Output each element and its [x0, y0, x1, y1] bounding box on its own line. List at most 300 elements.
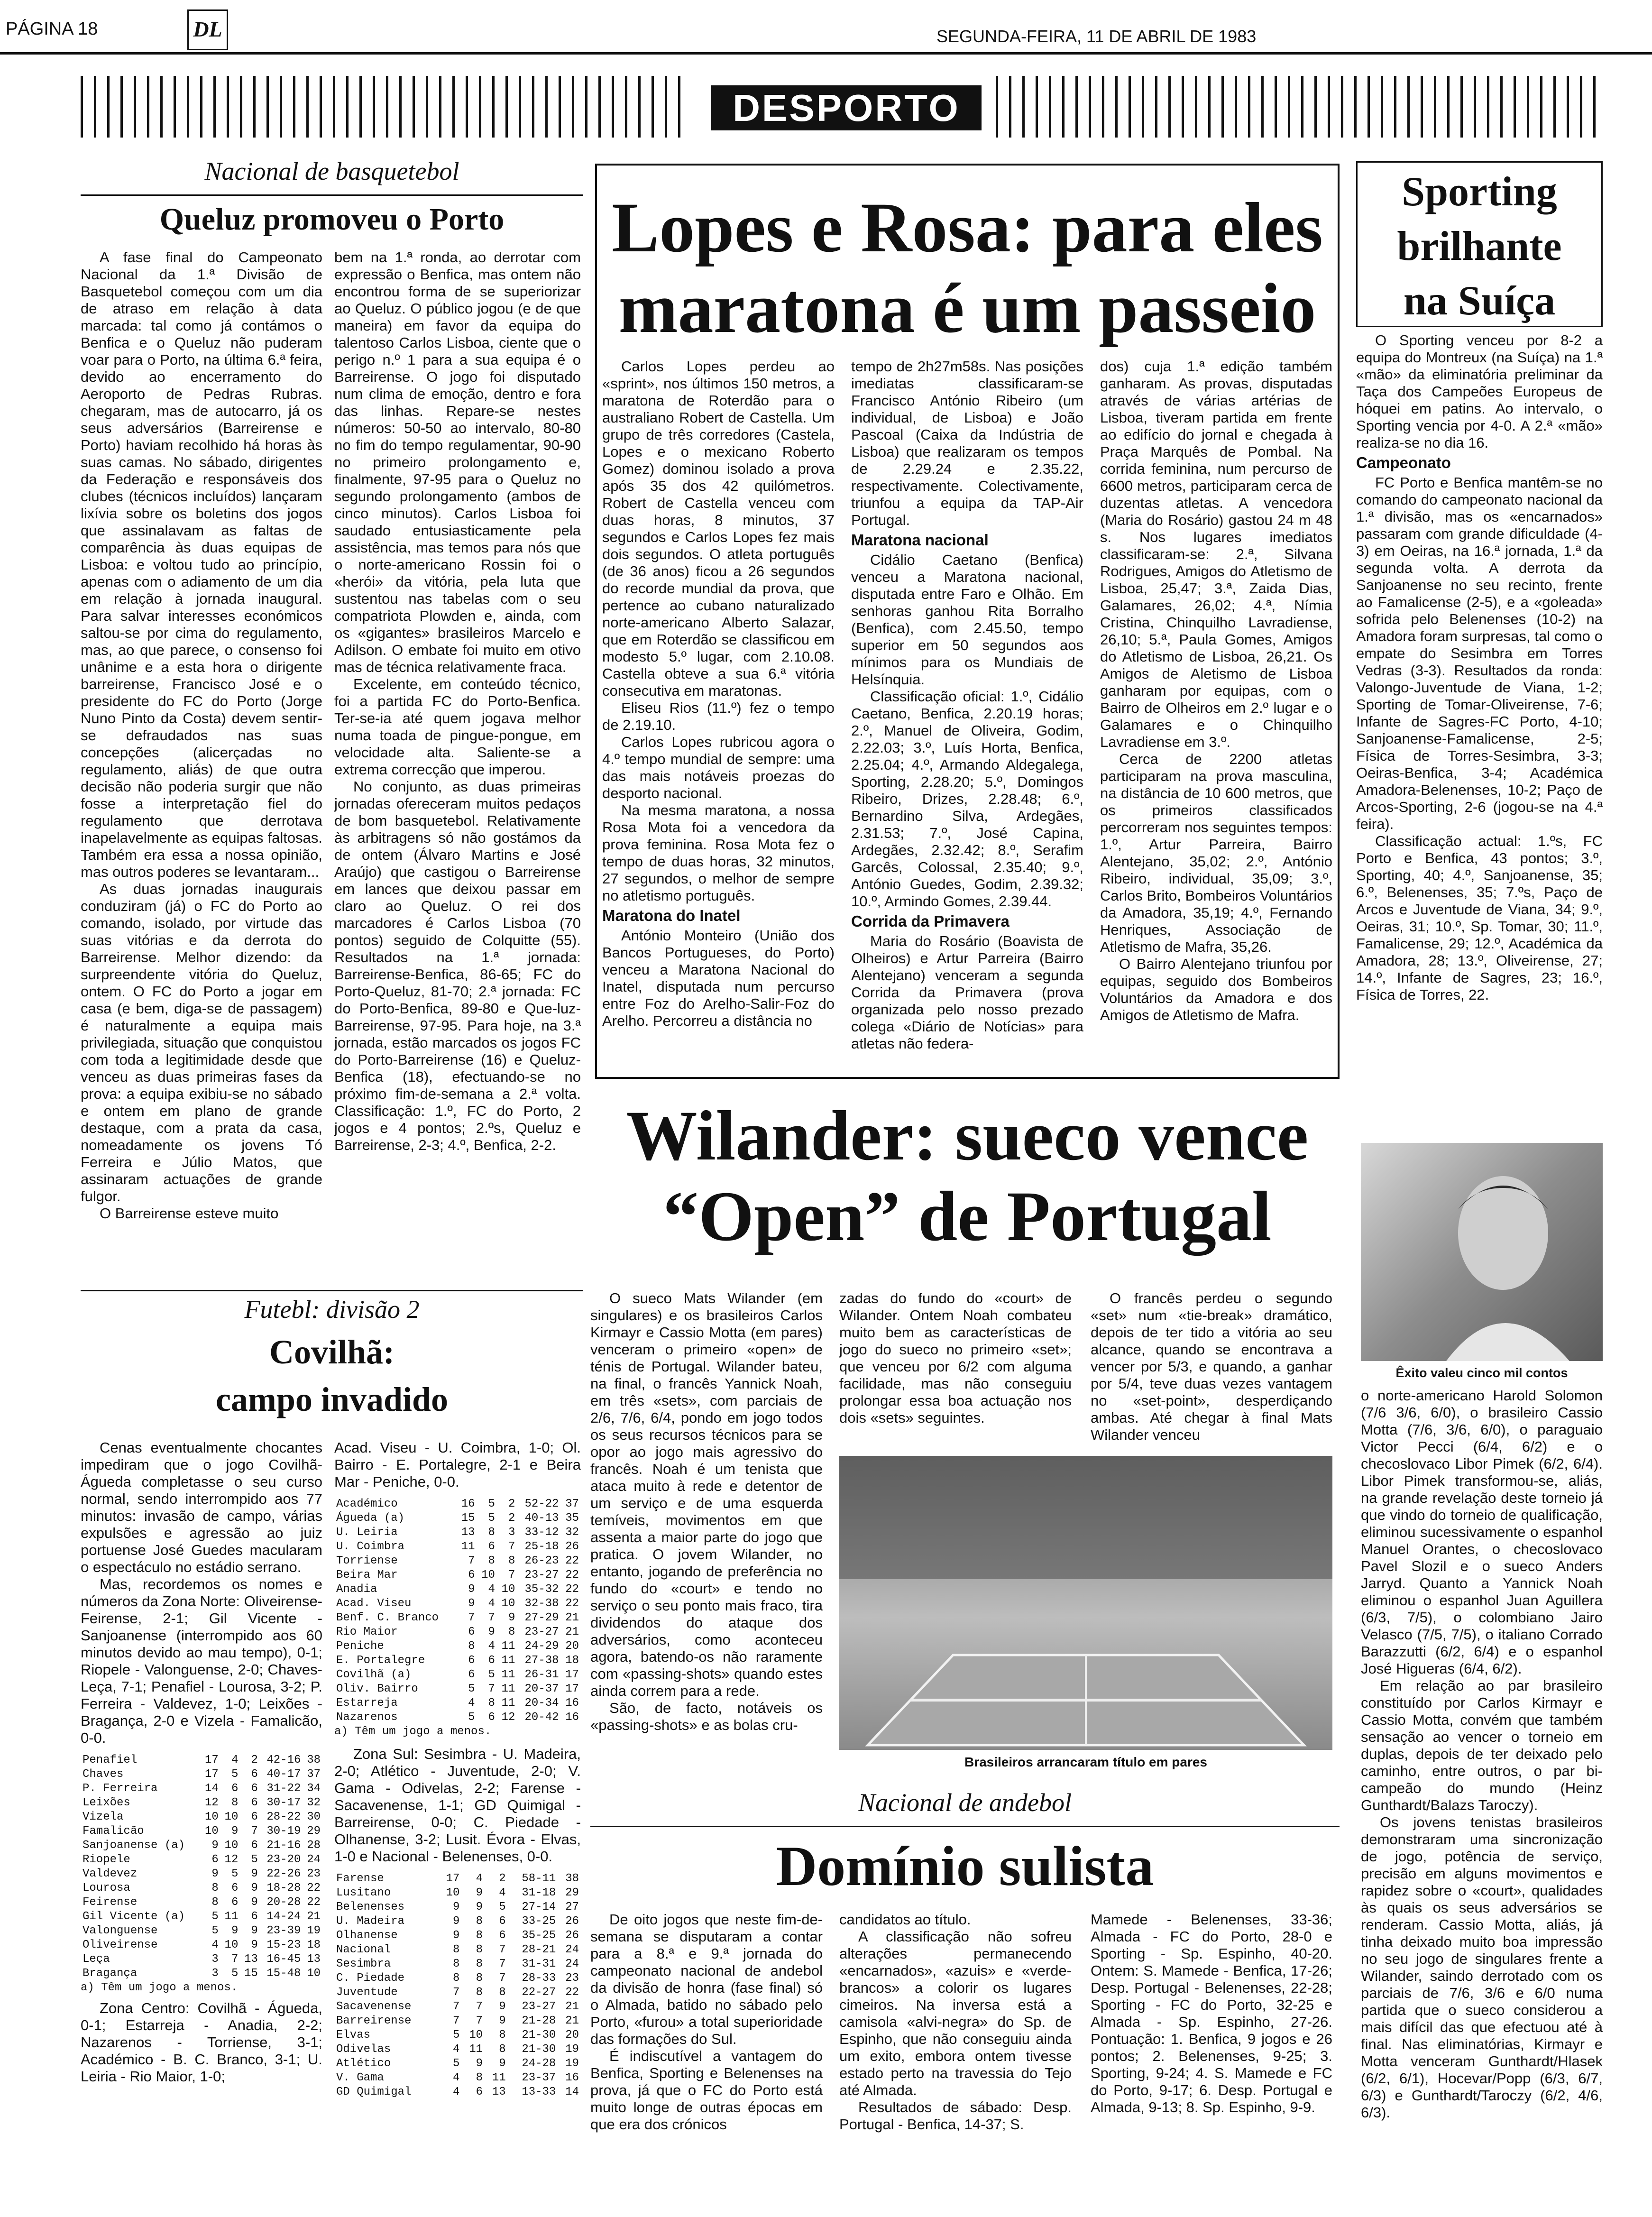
sporting-p1: O Sporting venceu por 8-2 a equipa do Montreux (na Suíça) na 1.ª «mão» da eliminatória preliminar da Taça dos Campeões Europeus de hóquei em patins. Ao intervalo, o Sporting vencia por 4-0. A 2.ª «mão» realiza-se no dia 16. [1356, 332, 1603, 451]
table-cell: 11 [492, 2071, 506, 2084]
team-name: Nacional [336, 1943, 391, 1956]
basket-p1: A fase final do Campeonato Nacional da 1.ª Divisão de Basquetebol começou com um dia de atraso em relação à data marcada: tal como já contámos o Benfica e o Queluz não puderam voar para o Porto, na última 6.ª feira, devido ao encerramento do Aeroporto de Pedras Rubras. chegaram, mas de autocarro, já os seus adversários (Barreirense e Porto) haviam recolhido há horas às suas camas. No sábado, dirigentes da Federação e responsáveis dos clubes (técnicos incluídos) lançaram lixívia sobre os boletins dos jogos que assinalavam as faltas de comparência às duas equipas de Lisboa: e voltou tudo ao princípio, apenas com o adiamento de um dia em relação à jornada inaugural. Para salvar interesses económicos saltou-se por cima do regulamento, mas, ao que parece, o consenso foi unânime e a esta hora o dirigente barreirense, Francisco José e o presidente do FC do Porto (Jorge Nuno Pinto da Costa) devem sentir-se defraudados nas suas concepções (alicerçadas no regulamento, aliás) de que outra decisão não poderia surgir que não fosse a interpretação fiel do regulamento que derrotava inapelavelmente as equipas faltosas. Também era essa a nossa opinião, mas outros poderes se levantaram... [81, 249, 322, 880]
table-cell: 24 [307, 1853, 321, 1866]
table-cell: 11 [501, 1668, 515, 1681]
table-cell: 2 [251, 1754, 258, 1766]
table-cell: 20-37 [524, 1683, 559, 1695]
table-cell: 4 [488, 1597, 495, 1610]
table-cell: 21 [565, 2000, 579, 2013]
table-cell: 9 [499, 2057, 506, 2070]
table-cell: 21-30 [522, 2029, 556, 2042]
team-name: Barreirense [336, 2015, 412, 2027]
marathon-p11: Cerca de 2200 atletas participaram na prova masculina, na distância de 10 600 metros, que os primeiros classificados percorreram nos seguintes tempos: 1.º, Artur Parreira, Bairro Alentejano, 35,02; 2.º, António Ribeiro, individual, 35,09; 3.º, Carlos Brito, Bombeiros Voluntários da Amadora, 35,19; 4.º, Fernando Henriques, Associação de Atletismo de Mafra, 35,26. [1100, 751, 1332, 955]
table-row [334, 1639, 581, 1654]
table-row [334, 1986, 581, 2000]
team-name: Anadia [336, 1583, 377, 1596]
basket-p4: bem na 1.ª ronda, ao derrotar com expressão o Benfica, mas ontem não encontrou forma de se superiorizar ao Queluz. O público jogou (e de que maneira) em favor da equipa do talentoso Carlos Lisboa, ciente que o perigo n.º 1 para a sua equipa é o Barreirense. O jogo foi disputado num clima de emoção, dentro e fora das linhas. Repare-se nestes números: 50-50 ao intervalo, 80-80 no fim do tempo regulamentar, 90-90 no primeiro prolongamento e, finalmente, 97-95 para o Queluz no segundo prolongamento (ambos de cinco minutos). Carlos Lisboa foi saudado entusiasticamente pela assistência, mas temos para nós que o norte-americano Rossin foi o «herói» da vitória, pela luta que sustentou nas tabelas com o seu compatriota Plowden e, ainda, com os «gigantes» brasileiros Marcelo e Adilson. O embate foi muito em otivo mas de técnica relativamente fraca. [334, 249, 581, 675]
basket-p2: As duas jornadas inaugurais conduziram (já) o FC do Porto ao comando, isolado, por virtude das suas vitórias e da derrota do Barreirense. Melhor dizendo: da surpreendente vitória do Queluz, ontem. O FC do Porto a jogar em casa (e bem, diga-se de passagem) é naturalmente a equipa mais privilegiada, situação que conquistou com toda a legitimidade desde que venceu as duas primeiras fases da prova: a equipa exibiu-se no sábado e ontem em plano de grande destaque, com a prata da casa, nomeadamente os jovens Tó Ferreira e Júlio Matos, que assinaram actuações de grande fulgor. [81, 881, 322, 1205]
table-cell: 11 [501, 1640, 515, 1653]
football-top-rule [81, 1290, 583, 1291]
football-kicker: Futebl: divisão 2 [244, 1295, 420, 1324]
table-cell: 8 [499, 2043, 506, 2056]
table-cell: 7 [468, 1555, 475, 1567]
table-cell: 5 [231, 1967, 239, 1980]
table-row [334, 1957, 581, 1971]
table-row [334, 1554, 581, 1568]
portrait-figure-icon [1361, 1143, 1603, 1361]
table-cell: 37 [307, 1768, 321, 1781]
table-cell: 6 [231, 1882, 239, 1895]
table-cell: 20-34 [524, 1697, 559, 1710]
table-cell: 7 [468, 1611, 475, 1624]
table-cell: 9 [231, 1924, 239, 1937]
team-name: Valdevez [83, 1867, 138, 1880]
table-cell: 5 [499, 1901, 506, 1913]
table-cell: 16 [565, 1697, 579, 1710]
table-cell: 15 [244, 1967, 258, 1980]
table-cell: 9 [453, 1901, 460, 1913]
table-cell: 22 [565, 1986, 579, 1999]
table-cell: 11 [469, 2043, 483, 2056]
table-cell: 10 [481, 1569, 495, 1582]
table-row [334, 2085, 581, 2099]
table-cell: 5 [488, 1512, 495, 1525]
table-cell: 5 [468, 1683, 475, 1695]
table-cell: 16 [565, 1711, 579, 1724]
table-cell: 5 [453, 2057, 460, 2070]
logo-text: DL [193, 17, 222, 41]
table-cell: 6 [476, 2086, 483, 2098]
table-cell: 35-25 [522, 1929, 556, 1942]
marathon-p4: Na mesma maratona, a nossa Rosa Mota foi a vencedora da prova feminina. Rosa Mota fez o tempo de duas horas, 32 minutos, 27 segundos, o melhor de sempre no atletismo português. [602, 802, 835, 904]
table-row [334, 1597, 581, 1611]
marathon-p6: tempo de 2h27m58s. Nas posições imediatas classificaram-se Francisco António Ribeiro (um individual, de Lisboa) e João Pascoal (Caixa da Indústria de Lisboa) que realizaram os tempos de 2.29.24 e 2.35.22, respectivamente. Colectivamente, triunfou a equipa da TAP-Air Portugal. [851, 358, 1083, 528]
page-date: SEGUNDA-FEIRA, 11 DE ABRIL DE 1983 [936, 27, 1257, 46]
table-cell: 26 [565, 1540, 579, 1553]
table-cell: 23 [565, 1972, 579, 1985]
table-row [334, 1611, 581, 1625]
table-cell: 8 [508, 1626, 515, 1638]
table-row [81, 1895, 322, 1910]
team-name: Torriense [336, 1555, 398, 1567]
table-cell: 22-26 [266, 1867, 301, 1880]
basket-kicker-rule [81, 194, 583, 196]
table-cell: 6 [251, 1796, 258, 1809]
table-row [334, 1886, 581, 1900]
table-cell: 20-28 [266, 1896, 301, 1909]
team-name: Sanjoanense (a) [83, 1839, 185, 1852]
table-cell: 4 [231, 1754, 239, 1766]
table-row [81, 1767, 322, 1782]
table-cell: 11 [461, 1540, 475, 1553]
table-cell: 2 [508, 1512, 515, 1525]
table-cell: 9 [251, 1867, 258, 1880]
table-cell: 8 [508, 1555, 515, 1567]
table-cell: 17 [446, 1872, 460, 1885]
table-row [81, 1924, 322, 1938]
table-cell: 7 [508, 1540, 515, 1553]
table-row [334, 1497, 581, 1511]
wilander-portrait [1361, 1143, 1603, 1361]
team-name: Famalicão [83, 1825, 144, 1838]
tennis-p5: o norte-americano Harold Solomon (7/6 3/6, 6/0), o brasileiro Cassio Motta (7/6, 3/6, 6/0), o paraguaio Victor Pecci (6/4, 6/2) e o checoslovaco Libor Pimek (6/2, 6/4). Libor Pimek transformou-se, aliás, na grande revelação deste torneio já que vindo do torneio de qualificação, eliminou sucessivamente o espanhol Manuel Orantes, o checoslovaco Pavel Slozil e o sueco Anders Jarryd. Quanto a Yannick Noah eliminou o espanhol Juan Aguillera (6/3, 7/5), o colombiano Jairo Velasco (7/5, 7/5), o italiano Corrado Barazzutti (6/2, 6/4) e o espanhol José Higueras (6/4, 6/2). [1361, 1387, 1603, 1677]
table-cell: 28-33 [522, 1972, 556, 1985]
table-cell: 4 [468, 1697, 475, 1710]
table-cell: 40-13 [524, 1512, 559, 1525]
table-row [81, 1782, 322, 1796]
table-cell: 6 [499, 1915, 506, 1928]
table-cell: 8 [468, 1640, 475, 1653]
team-name: U. Madeira [336, 1915, 405, 1928]
tennis-title-2: “Open” de Portugal [663, 1177, 1272, 1256]
table-row [81, 1824, 322, 1839]
table-cell: 15 [461, 1512, 475, 1525]
tennis-col-4 [1361, 1387, 1603, 2121]
team-name: Benf. C. Branco [336, 1611, 439, 1624]
table-row [334, 1568, 581, 1582]
table-cell: 23-39 [266, 1924, 301, 1937]
team-name: Atlético [336, 2057, 391, 2070]
table-cell: 4 [476, 1872, 483, 1885]
team-name: Gil Vicente (a) [83, 1910, 185, 1923]
marathon-title-1: Lopes e Rosa: para eles [612, 188, 1323, 267]
table-cell: 21-28 [522, 2015, 556, 2027]
table-cell: 14 [204, 1782, 219, 1795]
table-cell: 30-19 [266, 1825, 301, 1838]
team-name: Sacavenense [336, 2000, 412, 2013]
table-cell: 8 [476, 1986, 483, 1999]
section-title: DESPORTO [711, 85, 982, 130]
sul-standings [334, 1872, 581, 2099]
section-band-left [81, 76, 688, 138]
table-row [81, 1839, 322, 1853]
football-p1: Cenas eventualmente chocantes impediram que o jogo Covilhã-Águeda completasse o seu curso normal, sendo interrompido aos 77 minutos: invasão de campo, várias expulsões e agressão ao juiz portuense José Guedes macularam o espectáculo no estádio serrano. [81, 1439, 322, 1575]
table-cell: 3 [211, 1967, 219, 1980]
table-cell: 14-24 [266, 1910, 301, 1923]
table-cell: 22 [565, 1555, 579, 1567]
table-cell: 9 [251, 1882, 258, 1895]
tennis-p3: zadas do fundo do «court» de Wilander. Ontem Noah combateu muito bem as características de jogo do sueco no primeiro «set»; que venceu por 6/2 com alguma facilidade, mas não conseguiu prolongar essa boa actuação nos dois «sets» seguintes. [839, 1290, 1072, 1426]
table-row [334, 1540, 581, 1554]
table-cell: 7 [488, 1683, 495, 1695]
tennis-title-1: Wilander: sueco vence [626, 1096, 1309, 1175]
football-title-2: campo invadido [215, 1380, 449, 1418]
table-cell: 27-29 [524, 1611, 559, 1624]
football-col-1 [81, 1439, 322, 2085]
team-name: Belenenses [336, 1901, 405, 1913]
table-cell: 23-27 [524, 1626, 559, 1638]
table-cell: 18 [565, 1654, 579, 1667]
table-cell: 7 [453, 2015, 460, 2027]
table-cell: 10 [204, 1825, 219, 1838]
table-row [334, 2000, 581, 2014]
table-cell: 4 [453, 2043, 460, 2056]
table-cell: 9 [211, 1867, 219, 1880]
team-name: Leixões [83, 1796, 130, 1809]
table-cell: 7 [251, 1825, 258, 1838]
table-cell: 17 [565, 1668, 579, 1681]
table-row [334, 1625, 581, 1639]
table-cell: 5 [211, 1924, 219, 1937]
table-cell: 8 [231, 1796, 239, 1809]
table-row [81, 1753, 322, 1767]
table-cell: 26 [565, 1915, 579, 1928]
table-cell: 11 [501, 1683, 515, 1695]
table-cell: 31-31 [522, 1958, 556, 1970]
table-cell: 2 [508, 1498, 515, 1510]
table-cell: 13 [461, 1526, 475, 1539]
table-row [81, 1910, 322, 1924]
table-cell: 6 [251, 1768, 258, 1781]
table-row [81, 1796, 322, 1810]
table-cell: 9 [251, 1896, 258, 1909]
table-cell: 28-21 [522, 1943, 556, 1956]
table-cell: 16 [565, 2071, 579, 2084]
team-name: Oliv. Bairro [336, 1683, 418, 1695]
tennis-p7: Os jovens tenistas brasileiros demonstraram uma sincronização de jogo, potência de serviço, precisão em alguns movimentos e rapidez sobre o «court», qualidades às quais os seus adversários se renderam. Cassio Motta, aliás, já tinha deixado muito boa impressão no seu jogo de singulares frente a Wilander, saindo derrotado com os parciais de 7/6, 3/6 e 6/0 numa partida que o sueco considerou a mais difícil das que efectuou até à final. Nas eliminatórias, Kirmayr e Motta venceram Gunthardt/Hlasek (6/2, 6/1), Hocevar/Popp (6/3, 6/7, 6/3) e Gunthardt/Taroczy (6/2, 4/6, 6/3). [1361, 1814, 1603, 2121]
team-name: Águeda (a) [336, 1512, 405, 1525]
marathon-p7: Cidálio Caetano (Benfica) venceu a Maratona nacional, disputada entre Faro e Olhão. Em senhoras ganhou Rita Borralho (Benfica), com 2.45.50, tempo superior em 50 segundos aos mínimos para os Mundiais de Helsínquia. [851, 552, 1083, 688]
team-name: Chaves [83, 1768, 124, 1781]
table-cell: 17 [565, 1683, 579, 1695]
team-name: Farense [336, 1872, 384, 1885]
table-row [334, 2014, 581, 2028]
football-p3: Zona Centro: Covilhã - Águeda, 0-1; Estarreja - Anadia, 2-2; Nazarenos - Torriense, 3-1; Académico - B. C. Branco, 3-1; U. Leiria - Rio Maior, 1-0; [81, 2000, 322, 2085]
table-cell: 4 [488, 1640, 495, 1653]
table-cell: 24 [565, 1958, 579, 1970]
handball-p2: É indiscutível a vantagem do Benfica, Sporting e Belenenses na prova, já que o FC do Porto está muito longe de outras épocas em que era dos crónicos [590, 2048, 823, 2133]
table-cell: 7 [499, 1972, 506, 1985]
table-cell: 3 [211, 1953, 219, 1966]
marathon-p3: Carlos Lopes rubricou agora o 4.º tempo mundial de sempre: uma das mais notáveis proezas do desporto nacional. [602, 734, 835, 801]
table-cell: 5 [468, 1711, 475, 1724]
football-col-2 [334, 1439, 581, 2099]
table-cell: 21 [565, 1611, 579, 1624]
team-name: Juventude [336, 1986, 398, 1999]
table-cell: 9 [468, 1597, 475, 1610]
table-cell: 23-27 [524, 1569, 559, 1582]
table-cell: 8 [211, 1896, 219, 1909]
portrait-caption: Êxito valeu cinco mil contos [1395, 1366, 1568, 1380]
table-cell: 8 [453, 1943, 460, 1956]
table-row [81, 1938, 322, 1952]
table-cell: 9 [251, 1939, 258, 1951]
table-cell: 14 [565, 2086, 579, 2098]
handball-p6: Mamede - Belenenses, 33-36; Almada - FC do Porto, 28-0 e Sporting - Sp. Espinho, 40-20. Ontem: S. Mamede - Benfica, 17-26; Desp. Portugal - Belenenses, 22-28; Sporting - FC do Porto, 32-25 e Almada - Sp. Espinho, 27-26. Pontuação: 1. Benfica, 9 jogos e 26 pontos; 2. Belenenses, 9-25; 3. Sporting, 9-24; 4. S. Mamede e FC do Porto, 9-17; 6. Desp. Portugal e Almada, 9-13; 8. Sp. Espinho, 9-9. [1091, 1911, 1332, 2116]
table-row [334, 1511, 581, 1526]
table-cell: 2 [499, 1872, 506, 1885]
sporting-p3: Classificação actual: 1.ºs, FC Porto e Benfica, 43 pontos; 3.º, Sporting, 40; 4.º, Sanjoanense, 35; 6.º, Belenenses, 35; 7.ºs, Paço de Arcos e Juventude de Viana, 34; 9.º, Oeiras, 31; 10.º, Sp. Tomar, 30; 11.º, Famalicense, 29; 12.º, Académica da Amadora, 28; 13.º, Oliveirense, 27; 14.º, Infante de Sagres, 23; 16.º, Física de Torres, 22. [1356, 833, 1603, 1003]
table-cell: 8 [476, 1958, 483, 1970]
table-cell: 22 [565, 1569, 579, 1582]
table-cell: 6 [251, 1839, 258, 1852]
tennis-photo-caption: Brasileiros arrancaram título em pares [964, 1755, 1207, 1769]
table-cell: 6 [488, 1711, 495, 1724]
basket-title: Queluz promoveu o Porto [159, 202, 505, 237]
table-cell: 17 [204, 1754, 219, 1766]
table-cell: 13 [244, 1953, 258, 1966]
table-cell: 22 [565, 1597, 579, 1610]
marathon-subhead-nacional: Maratona nacional [851, 531, 989, 549]
table-cell: 24 [565, 1943, 579, 1956]
norte-table [81, 1753, 322, 1981]
table-cell: 8 [453, 1972, 460, 1985]
handball-kicker: Nacional de andebol [858, 1788, 1072, 1817]
table-cell: 17 [204, 1768, 219, 1781]
page-number: PÁGINA 18 [6, 19, 98, 39]
table-cell: 20-42 [524, 1711, 559, 1724]
norte-standings [81, 1753, 322, 1995]
table-cell: 6 [211, 1853, 219, 1866]
table-cell: 21-30 [522, 2043, 556, 2056]
table-cell: 10 [224, 1939, 239, 1951]
table-cell: 12 [204, 1796, 219, 1809]
team-name: Leça [83, 1953, 110, 1966]
table-cell: 4 [488, 1583, 495, 1596]
team-name: Rio Maior [336, 1626, 398, 1638]
handball-p1: De oito jogos que neste fim-de-semana se disputaram a contar para a 8.ª e 9.ª jornada do campeonato nacional de andebol da divisão de honra (fase final) só o Almada, batido no sábado pelo Porto, «furou» a total superioridade das formações do Sul. [590, 1911, 823, 2047]
table-cell: 6 [251, 1782, 258, 1795]
table-cell: 6 [488, 1654, 495, 1667]
table-cell: 30-17 [266, 1796, 301, 1809]
table-cell: 27 [565, 1901, 579, 1913]
table-cell: 13 [492, 2086, 506, 2098]
marathon-subhead-primavera: Corrida da Primavera [851, 912, 1010, 930]
team-name: Odivelas [336, 2043, 391, 2056]
table-cell: 24-29 [524, 1640, 559, 1653]
table-cell: 28-22 [266, 1811, 301, 1823]
table-cell: 5 [231, 1867, 239, 1880]
sul-table [334, 1872, 581, 2099]
table-cell: 35 [565, 1512, 579, 1525]
basket-p3: O Barreirense esteve muito [100, 1205, 279, 1222]
table-cell: 6 [488, 1540, 495, 1553]
marathon-p12: O Bairro Alentejano triunfou por equipas, seguido dos Bombeiros Voluntários da Amadora e dos Amigos de Atletismo de Mafra. [1100, 956, 1332, 1023]
table-cell: 28 [307, 1839, 321, 1852]
table-cell: 10 [204, 1811, 219, 1823]
table-cell: 26-31 [524, 1668, 559, 1681]
team-name: V. Gama [336, 2071, 384, 2084]
table-cell: 23-37 [522, 2071, 556, 2084]
team-name: Olhanense [336, 1929, 398, 1942]
handball-title: Domínio sulista [776, 1834, 1154, 1897]
table-cell: 6 [251, 1811, 258, 1823]
table-cell: 25-18 [524, 1540, 559, 1553]
header-rule [0, 52, 1652, 55]
table-cell: 10 [224, 1811, 239, 1823]
table-cell: 7 [488, 1611, 495, 1624]
table-cell: 8 [499, 1986, 506, 1999]
tennis-col-1 [590, 1290, 823, 1734]
marathon-p9: Maria do Rosário (Boavista de Olheiros) e Artur Parreira (Bairro Alentejano) venceram a segunda Corrida da Primavera (prova organizada pelo nosso prezado colega «Diário de Notícias» para atletas não federa- [851, 933, 1083, 1052]
table-cell: 9 [211, 1839, 219, 1852]
table-cell: 11 [501, 1697, 515, 1710]
table-row [81, 1952, 322, 1967]
table-row [81, 1853, 322, 1867]
table-cell: 58-11 [522, 1872, 556, 1885]
table-cell: 29 [565, 1886, 579, 1899]
team-name: Riopele [83, 1853, 130, 1866]
table-cell: 8 [476, 1943, 483, 1956]
table-cell: 6 [468, 1654, 475, 1667]
basket-col-1 [81, 249, 322, 1222]
table-cell: 9 [251, 1924, 258, 1937]
table-row [334, 1872, 581, 1886]
team-name: Penafiel [83, 1754, 138, 1766]
table-cell: 16-45 [266, 1953, 301, 1966]
handball-kicker-rule [590, 1826, 1340, 1827]
marathon-p5: António Monteiro (União dos Bancos Portugueses, do Porto) venceu a Maratona Nacional do Inatel, disputada num percurso entre Foz do Arelho-Salir-Foz do Arelho. Percorreu a distância no [602, 927, 835, 1029]
table-row [334, 2071, 581, 2085]
table-cell: 52-22 [524, 1498, 559, 1510]
table-cell: 5 [231, 1768, 239, 1781]
table-cell: 3 [508, 1526, 515, 1539]
section-band-right [996, 76, 1598, 138]
table-cell: 26 [565, 1929, 579, 1942]
table-cell: 9 [453, 1929, 460, 1942]
marathon-col-1 [602, 358, 835, 1030]
table-cell: 7 [499, 1958, 506, 1970]
table-cell: 6 [231, 1782, 239, 1795]
marathon-col-3 [1100, 358, 1332, 1024]
table-cell: 12 [224, 1853, 239, 1866]
handball-col-2 [839, 1911, 1072, 2133]
table-cell: 8 [476, 2071, 483, 2084]
table-cell: 9 [476, 1901, 483, 1913]
tennis-p4: O francês perdeu o segundo «set» num «tie-break» dramático, depois de ter tido a vitória ao seu alcance, quando se encontrava a vencer por 5/3, e quando, a ganhar por 5/4, teve duas vezes vantagem no «set-point», desperdiçando ambas. Até chegar à final Mats Wilander venceu [1091, 1290, 1332, 1443]
table-row [81, 1967, 322, 1981]
table-cell: 32-38 [524, 1597, 559, 1610]
team-name: Lusitano [336, 1886, 391, 1899]
team-name: C. Piedade [336, 1972, 405, 1985]
table-cell: 31-18 [522, 1886, 556, 1899]
table-cell: 9 [453, 1915, 460, 1928]
table-cell: 5 [211, 1910, 219, 1923]
table-cell: 10 [224, 1839, 239, 1852]
marathon-p10: dos) cuja 1.ª edição também ganharam. As provas, disputadas através de várias artérias de Lisboa, tiveram partida em frente ao edifício do jornal e chegada à Praça Marquês de Pombal. Na corrida feminina, num percurso de 6600 metros, participaram cerca de duzentas atletas. A vencedora (Maria do Rosário) gastou 24 m 48 s. Nos lugares imediatos classificaram-se: 2.ª, Silvana Rodrigues, Amigos do Atletismo de Lisboa, 25,47; 3.ª, Zaida Dias, Galamares, 26,02; 4.ª, Nímia Cristina, Chinquilho Lavradiense, 26,10; 5.ª, Paula Gomes, Amigos do Atletismo de Lisboa, 26,21. Os Amigos de Aletismo de Lisboa ganharam por equipas, com o Bairro de Olheiros em 2.º lugar e o Galamares e o Chinquilho Lavradiense em 3.º. [1100, 358, 1332, 750]
tennis-p2: São, de facto, notáveis os «passing-shots» e as bolas cru- [590, 1700, 823, 1733]
table-cell: 15-23 [266, 1939, 301, 1951]
table-cell: 15-48 [266, 1967, 301, 1980]
team-name: E. Portalegre [336, 1654, 425, 1667]
table-cell: 34 [307, 1782, 321, 1795]
table-row [334, 1668, 581, 1682]
tennis-p6: Em relação ao par brasileiro constituído por Carlos Kirmayr e Cassio Motta, convém que também sensação ao vencer o torneio em duplas, depois de ter deixado pelo caminho, entre outros, o par bi-campeão do mundo (Heinz Gunthardt/Balazs Taroczy). [1361, 1677, 1603, 1813]
table-cell: 10 [446, 1886, 460, 1899]
table-cell: 31-22 [266, 1782, 301, 1795]
table-cell: 22 [307, 1882, 321, 1895]
table-cell: 8 [476, 1929, 483, 1942]
table-cell: 20 [565, 2029, 579, 2042]
court-lines-icon [839, 1456, 1332, 1750]
table-row [81, 1881, 322, 1895]
football-p4: Acad. Viseu - U. Coimbra, 1-0; Ol. Bairro - E. Portalegre, 2-1 e Beira Mar - Peniche, 0-0. [334, 1439, 581, 1490]
sporting-title-2: brilhante [1397, 223, 1562, 269]
table-row [334, 1971, 581, 1986]
tennis-p1: O sueco Mats Wilander (em singulares) e os brasileiros Carlos Kirmayr e Cassio Motta (em pares) venceram o primeiro «open» de ténis de Portugal. Wilander bateu, na final, o francês Yannick Noah, em três «sets», com parciais de 2/6, 7/6, 6/4, pondo em jogo todos os seus recursos técnicos para se opor ao jogo mais agressivo do francês. Noah é um tenista que ataca muito à rede e detentor de um serviço e de uma esquerda temíveis, movimentos em que assenta a maior parte do jogo que pratica. O jovem Wilander, no entanto, jogando de preferência no fundo do «court» e tendo no serviço o seu ponto mais fraco, tira dividendos do ataque dos adversários, como aconteceu agora, batendo-os não raramente com «passing-shots» quando estes ainda correm para a rede. [590, 1290, 823, 1699]
norte-note: a) Têm um jogo a menos. [81, 1981, 238, 1994]
table-cell: 11 [224, 1910, 239, 1923]
football-p5: Zona Sul: Sesimbra - U. Madeira, 2-0; Atlético - Juventude, 2-0; V. Gama - Odivelas, 2-2; Farense - Sacavenense, 1-1; GD Quimigal - Barreirense, 0-0; C. Piedade - Olhanense, 3-2; Lusit. Évora - Elvas, 1-0 e Nacional - Belenenses, 0-0. [334, 1746, 581, 1865]
table-cell: 5 [453, 2029, 460, 2042]
sporting-col [1356, 332, 1603, 1003]
table-cell: 19 [565, 2043, 579, 2056]
newspaper-logo [187, 9, 228, 50]
table-cell: 32 [307, 1796, 321, 1809]
team-name: Peniche [336, 1640, 384, 1653]
table-cell: 4 [499, 1886, 506, 1899]
sporting-title-1: Sporting [1402, 169, 1557, 215]
